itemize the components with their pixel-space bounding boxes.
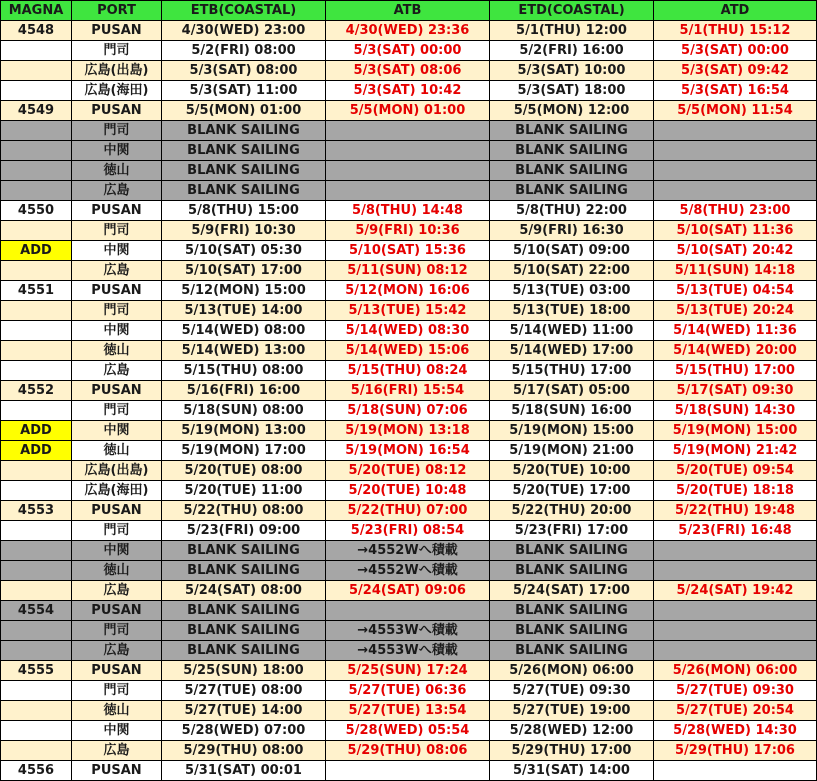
cell-magna[interactable]: 4551 [1, 281, 72, 301]
cell-magna[interactable]: 4549 [1, 101, 72, 121]
cell-etb[interactable]: 5/14(WED) 08:00 [162, 321, 326, 341]
cell-etd[interactable]: 5/22(THU) 20:00 [490, 501, 654, 521]
cell-port[interactable]: 広島(出島) [72, 461, 162, 481]
cell-atd[interactable]: 5/13(TUE) 04:54 [654, 281, 817, 301]
cell-etb[interactable]: 5/24(SAT) 08:00 [162, 581, 326, 601]
cell-atb[interactable]: 5/24(SAT) 09:06 [326, 581, 490, 601]
table-row [1, 421, 817, 441]
cell-etb[interactable]: 5/3(SAT) 08:00 [162, 61, 326, 81]
cell-etd[interactable]: BLANK SAILING [490, 561, 654, 581]
cell-port[interactable]: 広島 [72, 261, 162, 281]
cell-port[interactable]: 徳山 [72, 341, 162, 361]
cell-atb[interactable]: 5/23(FRI) 08:54 [326, 521, 490, 541]
cell-atd[interactable]: 5/14(WED) 20:00 [654, 341, 817, 361]
cell-magna[interactable] [1, 141, 72, 161]
cell-atd[interactable]: 5/13(TUE) 20:24 [654, 301, 817, 321]
table-row [1, 481, 817, 501]
cell-port[interactable]: PUSAN [72, 761, 162, 781]
cell-etd[interactable]: 5/10(SAT) 22:00 [490, 261, 654, 281]
cell-etd[interactable]: 5/2(FRI) 16:00 [490, 41, 654, 61]
table-row [1, 701, 817, 721]
cell-magna[interactable] [1, 521, 72, 541]
cell-magna[interactable]: 4552 [1, 381, 72, 401]
table-row [1, 201, 817, 221]
cell-atb[interactable]: 5/15(THU) 08:24 [326, 361, 490, 381]
cell-atd[interactable]: 5/18(SUN) 14:30 [654, 401, 817, 421]
cell-port[interactable]: 広島 [72, 641, 162, 661]
table-row [1, 361, 817, 381]
cell-port[interactable]: 広島 [72, 741, 162, 761]
header-atd[interactable]: ATD [654, 1, 817, 21]
cell-etd[interactable]: 5/13(TUE) 03:00 [490, 281, 654, 301]
cell-atb[interactable]: 5/25(SUN) 17:24 [326, 661, 490, 681]
table-row [1, 341, 817, 361]
table-row [1, 741, 817, 761]
table-row [1, 761, 817, 781]
cell-atd[interactable]: 5/19(MON) 15:00 [654, 421, 817, 441]
cell-atb[interactable]: 5/9(FRI) 10:36 [326, 221, 490, 241]
table-row [1, 441, 817, 461]
cell-etb[interactable]: 5/20(TUE) 08:00 [162, 461, 326, 481]
cell-magna[interactable] [1, 681, 72, 701]
table-row [1, 321, 817, 341]
cell-etd[interactable]: 5/27(TUE) 19:00 [490, 701, 654, 721]
table-row [1, 501, 817, 521]
cell-port[interactable]: 門司 [72, 621, 162, 641]
table-row [1, 641, 817, 661]
cell-atb[interactable]: 5/11(SUN) 08:12 [326, 261, 490, 281]
cell-etb[interactable]: 5/10(SAT) 17:00 [162, 261, 326, 281]
cell-etb[interactable]: 5/27(TUE) 08:00 [162, 681, 326, 701]
cell-etd[interactable]: BLANK SAILING [490, 141, 654, 161]
cell-etd[interactable]: 5/26(MON) 06:00 [490, 661, 654, 681]
cell-atb[interactable] [326, 601, 490, 621]
cell-atd[interactable]: 5/19(MON) 21:42 [654, 441, 817, 461]
table-row [1, 21, 817, 41]
cell-atb[interactable]: 5/8(THU) 14:48 [326, 201, 490, 221]
cell-port[interactable]: 中関 [72, 241, 162, 261]
cell-port[interactable]: PUSAN [72, 21, 162, 41]
cell-etb[interactable]: 5/27(TUE) 14:00 [162, 701, 326, 721]
cell-magna[interactable] [1, 341, 72, 361]
table-row [1, 121, 817, 141]
cell-magna[interactable] [1, 361, 72, 381]
cell-etb[interactable]: BLANK SAILING [162, 121, 326, 141]
cell-etd[interactable]: BLANK SAILING [490, 621, 654, 641]
table-row [1, 541, 817, 561]
cell-port[interactable]: 門司 [72, 681, 162, 701]
cell-atd[interactable]: 5/15(THU) 17:00 [654, 361, 817, 381]
cell-etd[interactable]: BLANK SAILING [490, 121, 654, 141]
cell-port[interactable]: PUSAN [72, 281, 162, 301]
table-row [1, 601, 817, 621]
cell-port[interactable]: 中関 [72, 721, 162, 741]
cell-etd[interactable]: BLANK SAILING [490, 641, 654, 661]
cell-port[interactable]: 広島 [72, 361, 162, 381]
cell-atb[interactable]: →4552Wへ積載 [326, 561, 490, 581]
table-row [1, 721, 817, 741]
cell-magna[interactable] [1, 481, 72, 501]
cell-atd[interactable]: 5/28(WED) 14:30 [654, 721, 817, 741]
cell-atb[interactable]: 5/28(WED) 05:54 [326, 721, 490, 741]
cell-atb[interactable] [326, 141, 490, 161]
cell-atd[interactable] [654, 621, 817, 641]
cell-etb[interactable]: 5/29(THU) 08:00 [162, 741, 326, 761]
cell-etb[interactable]: 5/19(MON) 17:00 [162, 441, 326, 461]
header-port[interactable]: PORT [72, 1, 162, 21]
cell-etb[interactable]: 5/15(THU) 08:00 [162, 361, 326, 381]
cell-port[interactable]: 中関 [72, 421, 162, 441]
cell-port[interactable]: 広島 [72, 181, 162, 201]
cell-etd[interactable]: 5/17(SAT) 05:00 [490, 381, 654, 401]
header-magna[interactable]: MAGNA [1, 1, 72, 21]
cell-port[interactable]: 中関 [72, 321, 162, 341]
cell-atd[interactable]: 5/5(MON) 11:54 [654, 101, 817, 121]
cell-etb[interactable]: BLANK SAILING [162, 561, 326, 581]
cell-port[interactable]: 徳山 [72, 561, 162, 581]
cell-magna[interactable] [1, 461, 72, 481]
cell-atb[interactable]: 5/22(THU) 07:00 [326, 501, 490, 521]
cell-atd[interactable]: 5/24(SAT) 19:42 [654, 581, 817, 601]
cell-atd[interactable]: 5/20(TUE) 18:18 [654, 481, 817, 501]
cell-atd[interactable] [654, 541, 817, 561]
cell-magna[interactable]: 4548 [1, 21, 72, 41]
cell-atb[interactable]: 5/10(SAT) 15:36 [326, 241, 490, 261]
cell-port[interactable]: PUSAN [72, 101, 162, 121]
cell-etb[interactable]: 5/18(SUN) 08:00 [162, 401, 326, 421]
cell-port[interactable]: 門司 [72, 121, 162, 141]
cell-atb[interactable]: →4552Wへ積載 [326, 541, 490, 561]
cell-atb[interactable] [326, 161, 490, 181]
cell-port[interactable]: PUSAN [72, 201, 162, 221]
cell-etb[interactable]: 5/16(FRI) 16:00 [162, 381, 326, 401]
cell-etb[interactable]: 5/28(WED) 07:00 [162, 721, 326, 741]
cell-port[interactable]: 中関 [72, 541, 162, 561]
table-row [1, 301, 817, 321]
table-row [1, 81, 817, 101]
cell-atd[interactable]: 5/1(THU) 15:12 [654, 21, 817, 41]
cell-etb[interactable]: 5/5(MON) 01:00 [162, 101, 326, 121]
cell-port[interactable]: 門司 [72, 221, 162, 241]
cell-atd[interactable]: 5/14(WED) 11:36 [654, 321, 817, 341]
table-row [1, 181, 817, 201]
table-row [1, 561, 817, 581]
cell-atb[interactable]: 5/20(TUE) 10:48 [326, 481, 490, 501]
table-row [1, 101, 817, 121]
cell-etd[interactable]: 5/15(THU) 17:00 [490, 361, 654, 381]
cell-etd[interactable]: 5/14(WED) 17:00 [490, 341, 654, 361]
cell-atd[interactable]: 5/20(TUE) 09:54 [654, 461, 817, 481]
cell-port[interactable]: 門司 [72, 521, 162, 541]
cell-port[interactable]: 徳山 [72, 441, 162, 461]
cell-atb[interactable]: 5/13(TUE) 15:42 [326, 301, 490, 321]
cell-etb[interactable]: 5/19(MON) 13:00 [162, 421, 326, 441]
cell-magna[interactable]: ADD [1, 441, 72, 461]
cell-atb[interactable]: 5/5(MON) 01:00 [326, 101, 490, 121]
table-row [1, 221, 817, 241]
table-header [1, 1, 817, 21]
cell-etd[interactable]: 5/14(WED) 11:00 [490, 321, 654, 341]
cell-atb[interactable]: →4553Wへ積載 [326, 641, 490, 661]
cell-atd[interactable]: 5/8(THU) 23:00 [654, 201, 817, 221]
cell-atd[interactable] [654, 181, 817, 201]
cell-atd[interactable]: 5/23(FRI) 16:48 [654, 521, 817, 541]
cell-magna[interactable]: ADD [1, 421, 72, 441]
cell-atb[interactable]: 5/16(FRI) 15:54 [326, 381, 490, 401]
header-row [1, 1, 817, 21]
cell-atd[interactable]: 5/11(SUN) 14:18 [654, 261, 817, 281]
cell-atd[interactable] [654, 141, 817, 161]
table-row [1, 241, 817, 261]
table-row [1, 141, 817, 161]
table-row [1, 521, 817, 541]
cell-atb[interactable]: 5/27(TUE) 13:54 [326, 701, 490, 721]
cell-port[interactable]: 広島 [72, 581, 162, 601]
cell-etd[interactable]: 5/18(SUN) 16:00 [490, 401, 654, 421]
cell-atd[interactable]: 5/3(SAT) 00:00 [654, 41, 817, 61]
cell-atb[interactable]: 5/3(SAT) 10:42 [326, 81, 490, 101]
cell-atd[interactable]: 5/27(TUE) 20:54 [654, 701, 817, 721]
cell-atb[interactable]: 5/29(THU) 08:06 [326, 741, 490, 761]
cell-magna[interactable] [1, 621, 72, 641]
cell-atd[interactable]: 5/22(THU) 19:48 [654, 501, 817, 521]
cell-port[interactable]: PUSAN [72, 601, 162, 621]
cell-magna[interactable] [1, 301, 72, 321]
table-row [1, 621, 817, 641]
cell-magna[interactable] [1, 701, 72, 721]
cell-atd[interactable] [654, 641, 817, 661]
cell-atb[interactable]: 5/20(TUE) 08:12 [326, 461, 490, 481]
cell-magna[interactable] [1, 561, 72, 581]
cell-magna[interactable] [1, 741, 72, 761]
cell-port[interactable]: 門司 [72, 401, 162, 421]
cell-etd[interactable]: 5/3(SAT) 10:00 [490, 61, 654, 81]
cell-atb[interactable]: →4553Wへ積載 [326, 621, 490, 641]
cell-magna[interactable] [1, 81, 72, 101]
cell-atb[interactable]: 5/12(MON) 16:06 [326, 281, 490, 301]
table-row [1, 381, 817, 401]
cell-etd[interactable]: 5/19(MON) 21:00 [490, 441, 654, 461]
cell-etb[interactable]: 5/10(SAT) 05:30 [162, 241, 326, 261]
cell-atd[interactable]: 5/29(THU) 17:06 [654, 741, 817, 761]
table-row [1, 281, 817, 301]
cell-port[interactable]: 中関 [72, 141, 162, 161]
table-row [1, 41, 817, 61]
cell-etd[interactable]: 5/1(THU) 12:00 [490, 21, 654, 41]
cell-port[interactable]: PUSAN [72, 381, 162, 401]
cell-magna[interactable] [1, 321, 72, 341]
cell-etd[interactable]: 5/19(MON) 15:00 [490, 421, 654, 441]
cell-port[interactable]: 門司 [72, 41, 162, 61]
cell-atd[interactable] [654, 161, 817, 181]
cell-port[interactable]: 徳山 [72, 161, 162, 181]
cell-etb[interactable]: BLANK SAILING [162, 181, 326, 201]
cell-atb[interactable]: 5/14(WED) 08:30 [326, 321, 490, 341]
cell-etb[interactable]: 5/31(SAT) 00:01 [162, 761, 326, 781]
cell-port[interactable]: 広島(出島) [72, 61, 162, 81]
cell-etb[interactable]: 4/30(WED) 23:00 [162, 21, 326, 41]
cell-etb[interactable]: 5/25(SUN) 18:00 [162, 661, 326, 681]
cell-atb[interactable]: 5/19(MON) 13:18 [326, 421, 490, 441]
cell-magna[interactable] [1, 161, 72, 181]
cell-port[interactable]: 徳山 [72, 701, 162, 721]
cell-magna[interactable] [1, 581, 72, 601]
cell-atb[interactable]: 5/14(WED) 15:06 [326, 341, 490, 361]
cell-etb[interactable]: BLANK SAILING [162, 141, 326, 161]
cell-port[interactable]: 広島(海田) [72, 481, 162, 501]
cell-etb[interactable]: 5/9(FRI) 10:30 [162, 221, 326, 241]
cell-magna[interactable] [1, 61, 72, 81]
cell-port[interactable]: PUSAN [72, 501, 162, 521]
cell-etd[interactable]: 5/8(THU) 22:00 [490, 201, 654, 221]
table-row [1, 461, 817, 481]
cell-magna[interactable] [1, 641, 72, 661]
cell-etb[interactable]: BLANK SAILING [162, 541, 326, 561]
cell-etb[interactable]: 5/8(THU) 15:00 [162, 201, 326, 221]
cell-etd[interactable]: 5/9(FRI) 16:30 [490, 221, 654, 241]
cell-etd[interactable]: 5/29(THU) 17:00 [490, 741, 654, 761]
header-atb[interactable]: ATB [326, 1, 490, 21]
cell-magna[interactable]: 4554 [1, 601, 72, 621]
cell-etd[interactable]: BLANK SAILING [490, 541, 654, 561]
cell-magna[interactable]: 4550 [1, 201, 72, 221]
cell-etb[interactable]: 5/14(WED) 13:00 [162, 341, 326, 361]
cell-atd[interactable]: 5/3(SAT) 09:42 [654, 61, 817, 81]
cell-atd[interactable] [654, 121, 817, 141]
cell-etb[interactable]: BLANK SAILING [162, 161, 326, 181]
cell-etb[interactable]: 5/3(SAT) 11:00 [162, 81, 326, 101]
cell-atd[interactable]: 5/10(SAT) 20:42 [654, 241, 817, 261]
cell-atb[interactable] [326, 121, 490, 141]
cell-atb[interactable]: 5/3(SAT) 00:00 [326, 41, 490, 61]
cell-etb[interactable]: BLANK SAILING [162, 601, 326, 621]
cell-port[interactable]: 門司 [72, 301, 162, 321]
cell-etd[interactable]: 5/27(TUE) 09:30 [490, 681, 654, 701]
header-etd[interactable]: ETD(COASTAL) [490, 1, 654, 21]
cell-port[interactable]: PUSAN [72, 661, 162, 681]
cell-etd[interactable]: 5/23(FRI) 17:00 [490, 521, 654, 541]
table-row [1, 161, 817, 181]
cell-etd[interactable]: BLANK SAILING [490, 161, 654, 181]
cell-etd[interactable]: 5/13(TUE) 18:00 [490, 301, 654, 321]
cell-atd[interactable]: 5/17(SAT) 09:30 [654, 381, 817, 401]
cell-etd[interactable]: 5/10(SAT) 09:00 [490, 241, 654, 261]
cell-atd[interactable]: 5/10(SAT) 11:36 [654, 221, 817, 241]
cell-magna[interactable]: 4556 [1, 761, 72, 781]
cell-etb[interactable]: 5/20(TUE) 11:00 [162, 481, 326, 501]
cell-atb[interactable]: 5/18(SUN) 07:06 [326, 401, 490, 421]
cell-magna[interactable] [1, 121, 72, 141]
cell-etb[interactable]: 5/22(THU) 08:00 [162, 501, 326, 521]
cell-atd[interactable]: 5/26(MON) 06:00 [654, 661, 817, 681]
cell-etd[interactable]: 5/31(SAT) 14:00 [490, 761, 654, 781]
cell-etd[interactable]: 5/5(MON) 12:00 [490, 101, 654, 121]
cell-magna[interactable] [1, 721, 72, 741]
cell-magna[interactable] [1, 401, 72, 421]
cell-etd[interactable]: BLANK SAILING [490, 181, 654, 201]
cell-magna[interactable] [1, 181, 72, 201]
cell-etb[interactable]: 5/13(TUE) 14:00 [162, 301, 326, 321]
cell-atb[interactable] [326, 181, 490, 201]
cell-atd[interactable] [654, 761, 817, 781]
cell-magna[interactable] [1, 41, 72, 61]
cell-magna[interactable]: 4553 [1, 501, 72, 521]
cell-atb[interactable]: 5/3(SAT) 08:06 [326, 61, 490, 81]
cell-atb[interactable]: 4/30(WED) 23:36 [326, 21, 490, 41]
cell-etb[interactable]: BLANK SAILING [162, 641, 326, 661]
cell-etd[interactable]: 5/3(SAT) 18:00 [490, 81, 654, 101]
table-body [1, 21, 817, 781]
cell-port[interactable]: 広島(海田) [72, 81, 162, 101]
cell-magna[interactable] [1, 261, 72, 281]
table-row [1, 61, 817, 81]
cell-magna[interactable]: 4555 [1, 661, 72, 681]
cell-atb[interactable] [326, 761, 490, 781]
cell-atb[interactable]: 5/19(MON) 16:54 [326, 441, 490, 461]
table-row [1, 681, 817, 701]
cell-etd[interactable]: 5/28(WED) 12:00 [490, 721, 654, 741]
cell-atd[interactable] [654, 601, 817, 621]
table-row [1, 401, 817, 421]
cell-etb[interactable]: 5/2(FRI) 08:00 [162, 41, 326, 61]
cell-magna[interactable]: ADD [1, 241, 72, 261]
cell-etb[interactable]: 5/23(FRI) 09:00 [162, 521, 326, 541]
cell-etd[interactable]: 5/20(TUE) 17:00 [490, 481, 654, 501]
cell-etd[interactable]: 5/24(SAT) 17:00 [490, 581, 654, 601]
cell-atd[interactable] [654, 561, 817, 581]
table-row [1, 261, 817, 281]
cell-etd[interactable]: BLANK SAILING [490, 601, 654, 621]
table-row [1, 581, 817, 601]
cell-magna[interactable] [1, 221, 72, 241]
cell-magna[interactable] [1, 541, 72, 561]
table-row [1, 661, 817, 681]
cell-atb[interactable]: 5/27(TUE) 06:36 [326, 681, 490, 701]
cell-etb[interactable]: 5/12(MON) 15:00 [162, 281, 326, 301]
cell-atd[interactable]: 5/27(TUE) 09:30 [654, 681, 817, 701]
cell-atd[interactable]: 5/3(SAT) 16:54 [654, 81, 817, 101]
header-etb[interactable]: ETB(COASTAL) [162, 1, 326, 21]
cell-etd[interactable]: 5/20(TUE) 10:00 [490, 461, 654, 481]
cell-etb[interactable]: BLANK SAILING [162, 621, 326, 641]
